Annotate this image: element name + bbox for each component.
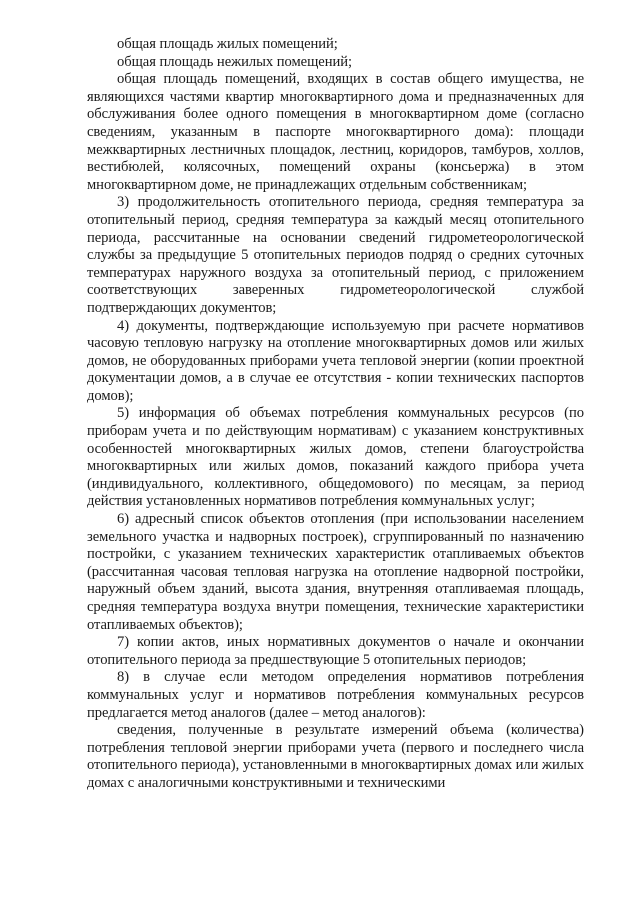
paragraph-item-8: 8) в случае если методом определения нормативов потребления коммунальных услуг и нормативов потребления коммунальных ресурсов предлагается метод аналогов (далее – метод аналогов): — [87, 669, 584, 721]
paragraph-measurement-data: сведения, полученные в результате измерений объема (количества) потребления тепловой энергии приборами учета (первого и последнего числа отопительного периода), установленными в многоквартирных домах или жилых домах с аналогичными конструктивными и техническими — [87, 722, 584, 791]
paragraph-common-property-area: общая площадь помещений, входящих в состав общего имущества, не являющихся частями квартир многоквартирного дома и предназначенных для обслуживания более одного помещения в многоквартирном доме (согласно сведениям, указанным в паспорте многоквартирного дома): площади межквартирных лестничных площадок, лестниц, коридоров, тамбуров, холлов, вестибюлей, колясочных, помещений охраны (консьержа) в этом многоквартирном доме, не принадлежащих отдельным собственникам; — [87, 71, 584, 193]
paragraph-item-5: 5) информация об объемах потребления коммунальных ресурсов (по приборам учета и по действующим нормативам) с указанием конструктивных особенностей многоквартирных жилых домов, степени благоустройства многоквартирных или жилых домов, показаний каждого прибора учета (индивидуального, коллективного, общедомового) по месяцам, за период действия установленных нормативов потребления коммунальных услуг; — [87, 405, 584, 510]
paragraph-nonresidential-area: общая площадь нежилых помещений; — [117, 53, 352, 70]
paragraph-item-3: 3) продолжительность отопительного периода, средняя температура за отопительный период, средняя температура за каждый месяц отопительного периода, рассчитанные на основании сведений гидрометеорологической службы за предыдущие 5 отопительных периодов подряд о средних суточных температурах наружного воздуха за отопительный период, с приложением соответствующих заверенных гидрометеорологической службой подтверждающих документов; — [87, 194, 584, 316]
paragraph-item-4: 4) документы, подтверждающие используемую при расчете нормативов часовую тепловую нагрузку на отопление многоквартирных домов или жилых домов, не оборудованных приборами учета тепловой энергии (копии проектной документации домов, а в случае ее отсутствия - копии технических паспортов домов); — [87, 317, 584, 404]
paragraph-residential-area: общая площадь жилых помещений; — [117, 36, 338, 52]
paragraph-item-6: 6) адресный список объектов отопления (при использовании населением земельного участка и надворных построек), сгруппированный по назначению постройки, с указанием технических характеристик отапливаемых объектов (рассчитанная часовая тепловая нагрузка на отопление надворной постройки, наружный объем зданий, высота здания, внутренняя отапливаемая площадь, средняя температура воздуха внутри помещения, технические характеристики отапливаемых объектов); — [87, 511, 584, 633]
paragraph-item-7: 7) копии актов, иных нормативных документов о начале и окончании отопительного периода за предшествующие 5 отопительных периодов; — [87, 634, 584, 668]
